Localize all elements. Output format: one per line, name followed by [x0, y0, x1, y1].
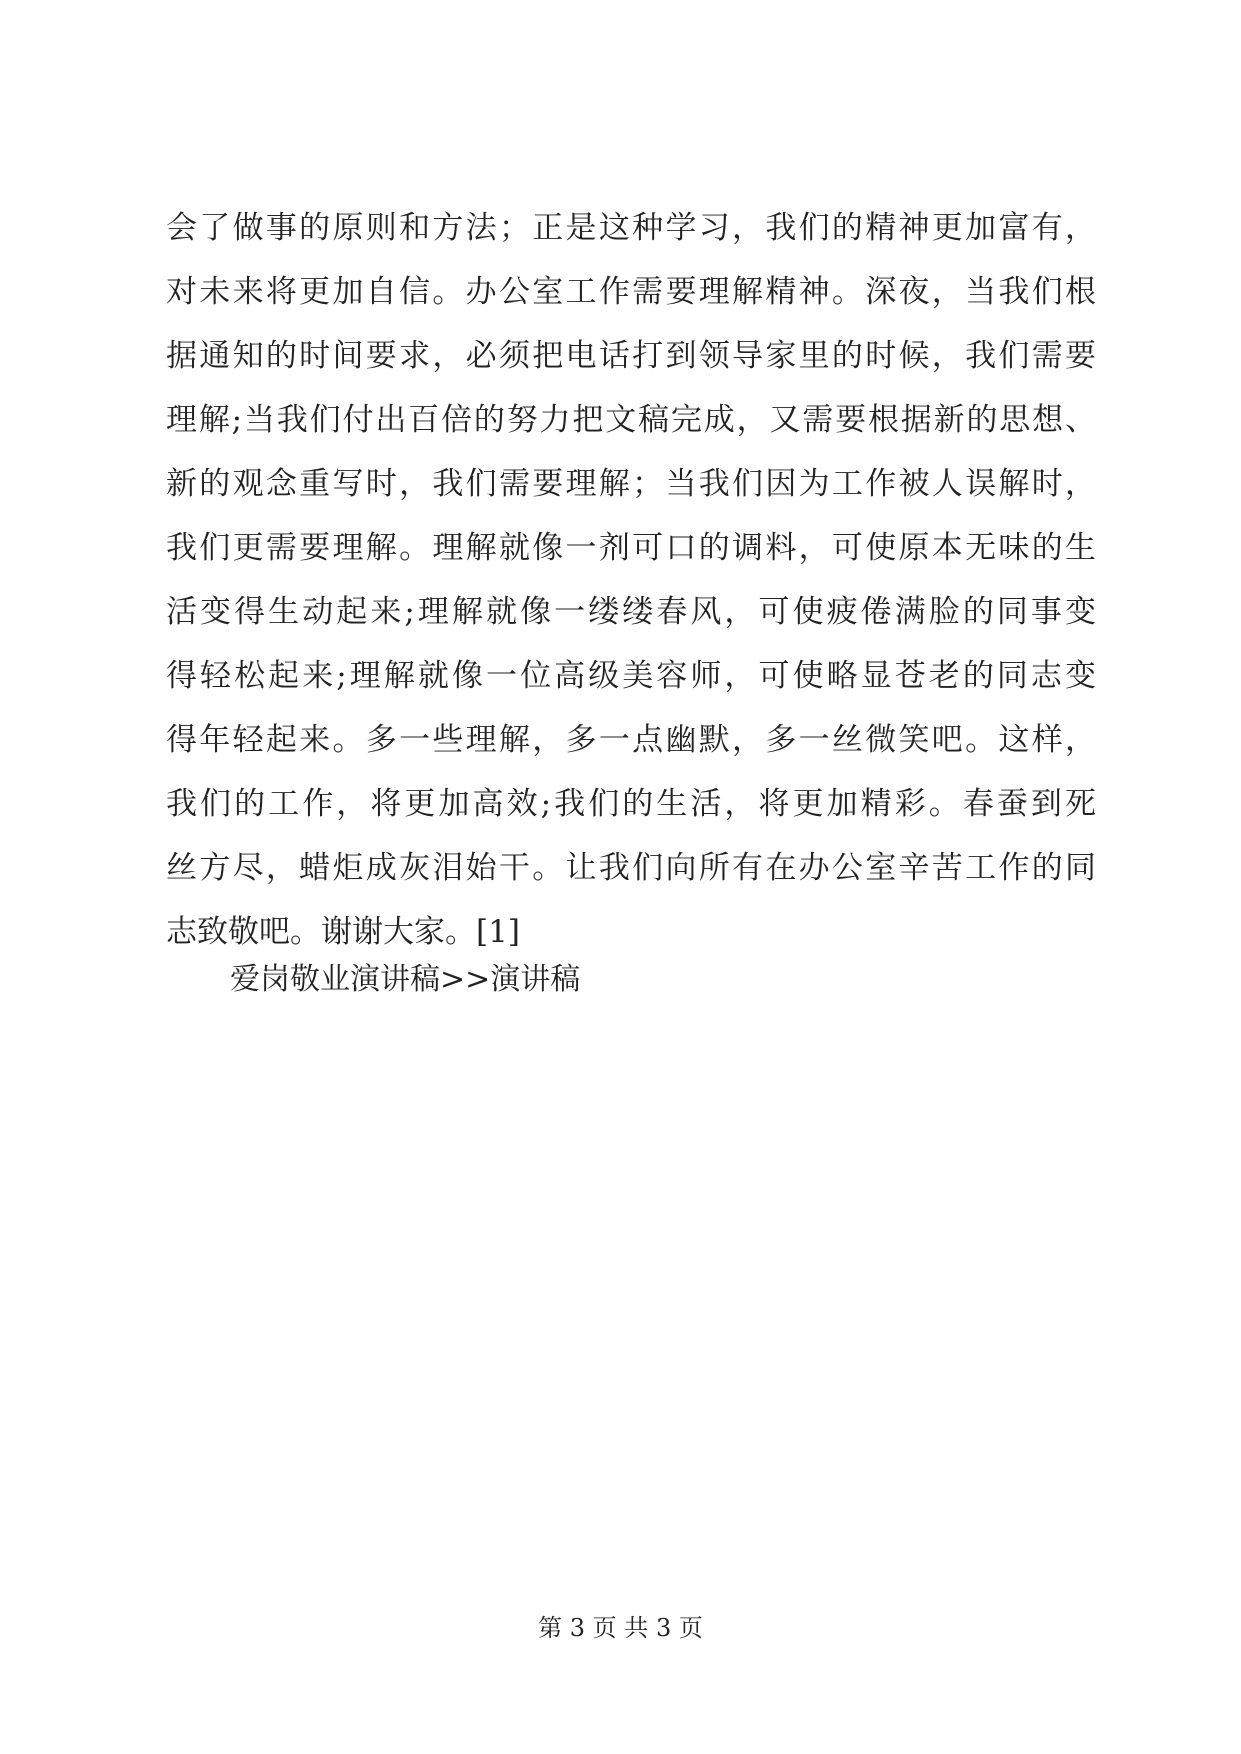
paragraph-line: 理解;当我们付出百倍的努力把文稿完成，又需要根据新的思想、: [166, 402, 1096, 438]
body-paragraph: [166, 196, 1096, 964]
related-article-link[interactable]: 爱岗敬业演讲稿>>演讲稿: [230, 962, 581, 997]
paragraph-line: 丝方尽，蜡炬成灰泪始干。让我们向所有在办公室辛苦工作的同: [166, 850, 1096, 886]
page-number-footer: 第 3 页 共 3 页: [538, 1614, 703, 1642]
paragraph-line: 活变得生动起来;理解就像一缕缕春风，可使疲倦满脸的同事变: [166, 594, 1096, 630]
paragraph-line: 得年轻起来。多一些理解，多一点幽默，多一丝微笑吧。这样，: [166, 722, 1096, 758]
paragraph-line-last: 志致敬吧。谢谢大家。[1]: [166, 914, 520, 950]
paragraph-line: 新的观念重写时，我们需要理解；当我们因为工作被人误解时，: [166, 466, 1096, 502]
paragraph-line: 得轻松起来;理解就像一位高级美容师，可使略显苍老的同志变: [166, 658, 1096, 694]
paragraph-line: 据通知的时间要求，必须把电话打到领导家里的时候，我们需要: [166, 338, 1096, 374]
paragraph-line: 我们更需要理解。理解就像一剂可口的调料，可使原本无味的生: [166, 530, 1096, 566]
paragraph-line: 我们的工作，将更加高效;我们的生活，将更加精彩。春蚕到死: [166, 786, 1096, 822]
paragraph-line: 对未来将更加自信。办公室工作需要理解精神。深夜，当我们根: [166, 274, 1096, 310]
paragraph-line: 会了做事的原则和方法；正是这种学习，我们的精神更加富有，: [166, 210, 1096, 246]
